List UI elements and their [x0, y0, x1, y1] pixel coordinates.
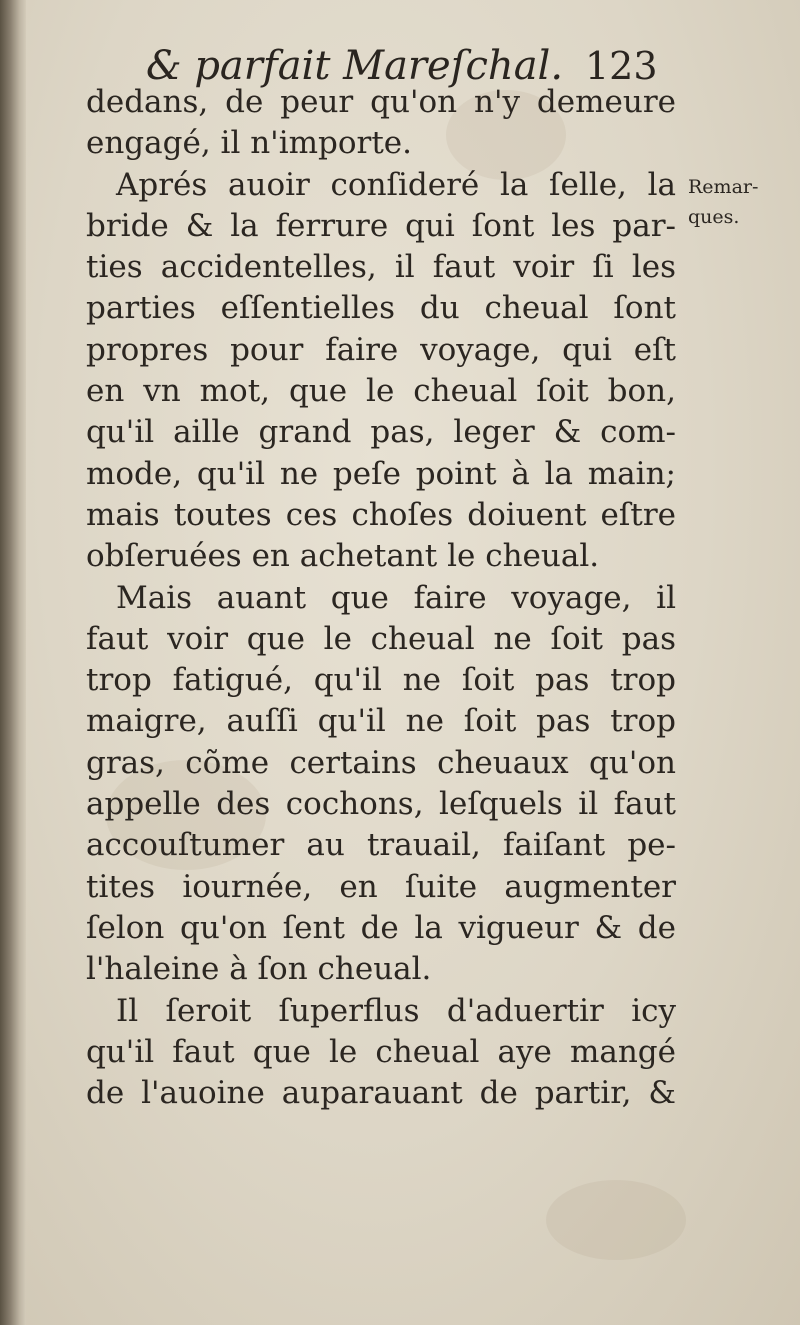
- text-line: propres pour faire voyage, qui eſt: [86, 331, 676, 368]
- text-line: obſeruées en achetant le cheual.: [86, 538, 600, 575]
- text-line: ties accidentelles, il faut voir ſi les: [86, 249, 676, 286]
- text-line: mode, qu'il ne peſe point à la main;: [86, 455, 676, 492]
- text-line: parties eſſentielles du cheual ſont: [86, 290, 676, 327]
- text-line: mais toutes ces choſes doiuent eſtre: [86, 496, 676, 533]
- text-line: accouſtumer au trauail, faiſant pe-: [86, 827, 676, 864]
- text-line: appelle des cochons, leſquels il faut: [86, 786, 676, 823]
- margin-note-line: ques.: [688, 206, 740, 228]
- text-line: engagé, il n'importe.: [86, 125, 412, 162]
- book-gutter: [0, 0, 26, 1325]
- text-line: l'haleine à ſon cheual.: [86, 951, 432, 988]
- page-number: 123: [585, 44, 658, 88]
- book-page: [26, 0, 800, 1325]
- text-line: dedans, de peur qu'on n'y demeure: [86, 84, 676, 120]
- running-title: & parfait Mareſchal.: [146, 43, 564, 89]
- text-line: de l'auoine auparauant de partir, &: [86, 1075, 676, 1112]
- text-line: gras, cõme certains cheuaux qu'on: [86, 744, 676, 781]
- text-line: Aprés auoir conſideré la ſelle, la: [116, 166, 676, 203]
- margin-note: [688, 172, 792, 232]
- text-line: ſelon qu'on ſent de la vigueur & de: [86, 909, 676, 946]
- text-line: Mais auant que faire voyage, il: [116, 579, 676, 616]
- text-line: faut voir que le cheual ne ſoit pas: [86, 620, 676, 657]
- text-line: qu'il faut que le cheual aye mangé: [86, 1033, 676, 1070]
- text-line: trop fatigué, qu'il ne ſoit pas trop: [86, 662, 676, 699]
- body-text: [86, 82, 676, 1114]
- text-line: qu'il aille grand pas, leger & com-: [86, 414, 676, 451]
- text-line: tites iournée, en ſuite augmenter: [86, 868, 676, 905]
- margin-note-line: Remar-: [688, 176, 759, 198]
- paper-stain: [546, 1180, 686, 1260]
- text-line: en vn mot, que le cheual ſoit bon,: [86, 373, 676, 410]
- text-line: Il ſeroit ſuperflus d'aduertir icy: [116, 992, 676, 1029]
- text-line: maigre, auſſi qu'il ne ſoit pas trop: [86, 703, 676, 740]
- text-line: bride & la ferrure qui ſont les par-: [86, 207, 676, 244]
